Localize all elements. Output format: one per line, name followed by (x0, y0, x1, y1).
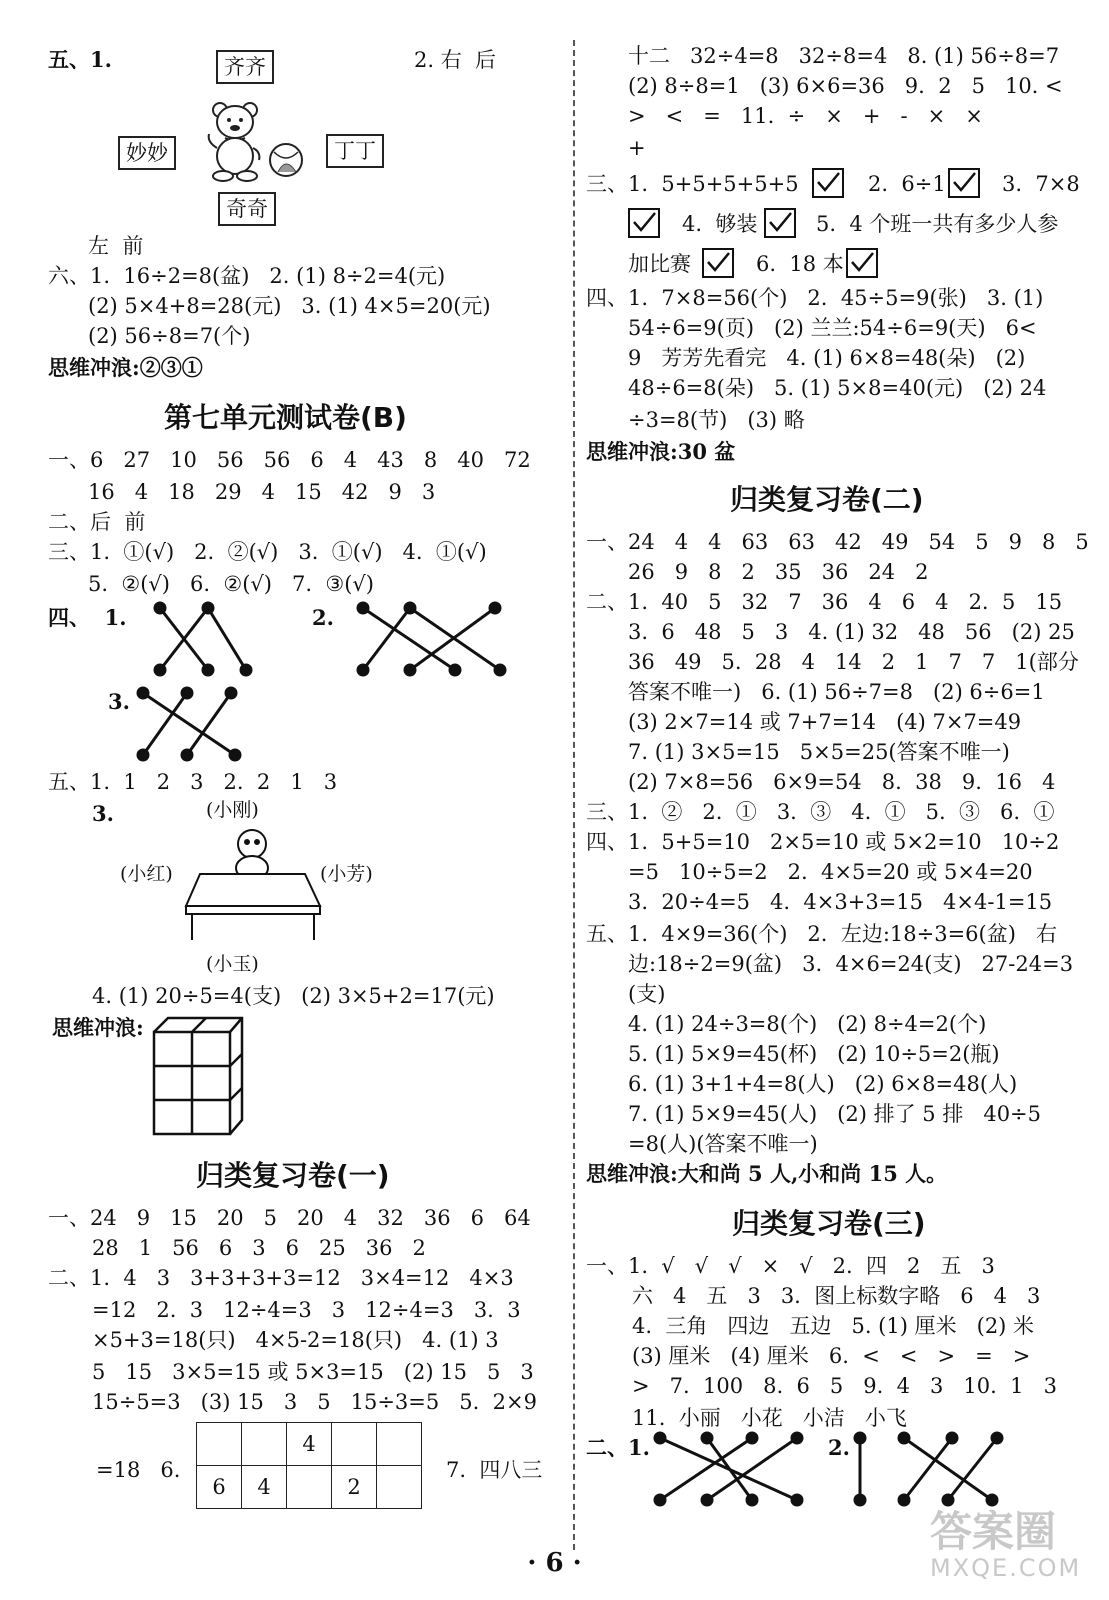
answer-line: 边:18÷2=9(盆) 3. 4×6=24(支) 27-24=3 (628, 952, 1074, 976)
answer-line: 7. (1) 5×9=45(人) (2) 排了 5 排 40÷5 (628, 1102, 1042, 1126)
grid-cell: 2 (332, 1466, 377, 1509)
answer-line: 36 49 5. 28 4 14 2 1 7 7 1(部分 (628, 650, 1079, 674)
matching-lines-5 (852, 1432, 1012, 1507)
watermark-url: MXQE.COM (930, 1554, 1082, 1582)
answer-line: 7. 四八三 (446, 1458, 543, 1482)
answer-line: =12 2. 3 12÷4=3 3 12÷4=3 3. 3 (92, 1298, 521, 1322)
section-heading: 归类复习卷(二) (730, 483, 924, 516)
answer-line: 三、1. ①(√) 2. ②(√) 3. ①(√) 4. ①(√) (48, 540, 487, 564)
answer-line: 5. 4 个班一共有多少人参 (816, 212, 1059, 236)
answer-line: 16 4 18 29 4 15 42 9 3 (88, 480, 436, 504)
answer-line: 二、1. 4 3 3+3+3+3=12 3×4=12 4×3 (48, 1266, 514, 1290)
answer-line: 左 前 (88, 234, 144, 258)
section-heading: 第七单元测试卷(B) (164, 401, 407, 434)
answer-line: 6. (1) 3+1+4=8(人) (2) 6×8=48(人) (628, 1072, 1018, 1096)
answer-line: (2) 8÷8=1 (3) 6×6=36 9. 2 5 10. < (628, 74, 1063, 98)
position-label: (小刚) (206, 799, 259, 821)
matching-lines-1 (150, 600, 250, 680)
bonus-answer: 思维冲浪:大和尚 5 人,小和尚 15 人。 (586, 1161, 948, 1186)
answer-line: =5 10÷5=2 2. 4×5=20 或 5×4=20 (628, 860, 1033, 884)
grid-row (197, 1466, 422, 1509)
bonus-answer: 思维冲浪: (52, 1015, 144, 1040)
grid-cell (242, 1423, 287, 1466)
grid-cell (377, 1466, 422, 1509)
answer-line: (2) 5×4+8=28(元) 3. (1) 4×5=20(元) (88, 294, 491, 318)
answer-line: 六、1. 16÷2=8(盆) 2. (1) 8÷2=4(元) (48, 264, 446, 288)
section-heading: 归类复习卷(三) (732, 1207, 926, 1240)
watermark-text: 答案圈 (930, 1507, 1057, 1556)
answer-line: (支) (628, 982, 666, 1006)
grid-row (197, 1423, 422, 1466)
watermark (930, 1507, 1100, 1590)
answer-line: 2. (828, 1435, 850, 1460)
answer-line: 3. (92, 801, 114, 826)
grid-cell (197, 1423, 242, 1466)
answer-line: 26 9 8 2 35 36 24 2 (628, 560, 929, 584)
monkey-table-icon (180, 824, 325, 944)
page-number: · 6 · (527, 1548, 582, 1578)
answer-line: 3. (108, 689, 130, 714)
answer-line: 一、24 4 4 63 63 42 49 54 5 9 8 5 (586, 530, 1089, 554)
answer-line: 3. 20÷4=5 4. 4×3+3=15 4×4-1=15 (628, 890, 1053, 914)
answer-line: 6. 18 本 (756, 252, 844, 276)
answer-line: 四、 1. (48, 605, 127, 630)
name-box: 丁丁 (326, 134, 384, 168)
name-box: 奇奇 (218, 192, 276, 226)
grid-cell (287, 1466, 332, 1509)
answer-line: + (628, 136, 646, 160)
answer-line: 答案不唯一) 6. (1) 56÷7=8 (2) 6÷6=1 (628, 680, 1045, 704)
answer-line: 3. 7×8 (1002, 172, 1080, 196)
section-heading: 归类复习卷(一) (196, 1159, 390, 1192)
name-box: 妙妙 (118, 136, 176, 170)
answer-line: 二、1. 40 5 32 7 36 4 6 4 2. 5 15 (586, 590, 1063, 614)
answer-line: 2. 6÷1 (868, 172, 946, 196)
answer-line: 4. (1) 24÷3=8(个) (2) 8÷4=2(个) (628, 1012, 987, 1036)
answer-line: 3. 6 48 5 3 4. (1) 32 48 56 (2) 25 (628, 620, 1075, 644)
checkbox-checked-icon (628, 208, 660, 238)
answer-line: 2. 右 后 (414, 48, 497, 72)
answer-line: (3) 厘米 (4) 厘米 6. < < > = > (632, 1344, 1031, 1368)
grid-cell (377, 1423, 422, 1466)
checkbox-checked-icon (846, 248, 878, 278)
answer-line: ×5+3=18(只) 4×5-2=18(只) 4. (1) 3 (92, 1328, 499, 1352)
matching-lines-2 (355, 600, 505, 680)
answer-line: ÷3=8(节) (3) 略 (628, 408, 805, 432)
answer-line: 四、1. 7×8=56(个) 2. 45÷5=9(张) 3. (1) (586, 286, 1044, 310)
position-label: (小玉) (206, 953, 259, 975)
answer-line: (3) 2×7=14 或 7+7=14 (4) 7×7=49 (628, 710, 1022, 734)
cube-stack-icon (150, 1014, 245, 1139)
answer-line: 一、24 9 15 20 5 20 4 32 36 6 64 (48, 1206, 531, 1230)
right-column (572, 0, 1109, 1560)
answer-line: 一、6 27 10 56 56 6 4 43 8 40 72 (48, 448, 531, 472)
answer-line: =18 6. (96, 1458, 181, 1482)
answer-line: 5 15 3×5=15 或 5×3=15 (2) 15 5 3 (92, 1360, 534, 1384)
answer-line: =8(人)(答案不唯一) (628, 1132, 818, 1156)
answer-line: (2) 56÷8=7(个) (88, 324, 251, 348)
bonus-answer: 思维冲浪:30 盆 (586, 439, 736, 464)
answer-line: 五、1. 4×9=36(个) 2. 左边:18÷3=6(盆) 右 (586, 922, 1057, 946)
answer-line: 四、1. 5+5=10 2×5=10 或 5×2=10 10÷2 (586, 830, 1060, 854)
checkbox-checked-icon (702, 248, 734, 278)
bonus-answer: 思维冲浪:②③① (48, 355, 203, 380)
answer-line: 二、1. (586, 1435, 650, 1460)
answer-line: 五、1. 1 2 3 2. 2 1 3 (48, 770, 338, 794)
answer-line: (2) 7×8=56 6×9=54 8. 38 9. 16 4 (628, 770, 1056, 794)
checkbox-checked-icon (948, 168, 980, 198)
answer-line: > < = 11. ÷ × + - × × (628, 104, 983, 128)
answer-line: 2. (312, 605, 334, 630)
grid-cell (332, 1423, 377, 1466)
answer-line: 十二 32÷4=8 32÷8=4 8. (1) 56÷8=7 (628, 44, 1060, 68)
grid-cell: 4 (287, 1423, 332, 1466)
answer-line: 5. ②(√) 6. ②(√) 7. ③(√) (88, 572, 374, 596)
answer-line: 54÷6=9(页) (2) 兰兰:54÷6=9(天) 6< (628, 316, 1037, 340)
answer-line: 三、1. ② 2. ① 3. ③ 4. ① 5. ③ 6. ① (586, 800, 1055, 824)
answer-line: 一、1. √ √ √ × √ 2. 四 2 五 3 (586, 1254, 995, 1278)
checkbox-checked-icon (812, 168, 844, 198)
answer-line: 15÷5=3 (3) 15 3 5 15÷3=5 5. 2×9 (92, 1390, 537, 1414)
checkbox-checked-icon (764, 208, 796, 238)
ball-icon (268, 142, 304, 178)
answer-line: 4. 三角 四边 五边 5. (1) 厘米 (2) 米 (632, 1314, 1035, 1338)
answer-line: 9 芳芳先看完 4. (1) 6×8=48(朵) (2) (628, 346, 1026, 370)
answer-line: 三、1. 5+5+5+5+5 (586, 172, 799, 196)
answer-line: > 7. 100 8. 6 5 9. 4 3 10. 1 3 (632, 1374, 1057, 1398)
answer-line: 28 1 56 6 3 6 25 36 2 (92, 1236, 426, 1260)
answer-line: 二、后 前 (48, 510, 146, 534)
grid-cell: 4 (242, 1466, 287, 1509)
matching-lines-4 (652, 1432, 812, 1507)
answer-line: 5. (1) 5×9=45(杯) (2) 10÷5=2(瓶) (628, 1042, 1000, 1066)
answer-line: 7. (1) 3×5=15 5×5=25(答案不唯一) (628, 740, 1010, 764)
position-label: (小芳) (320, 863, 373, 885)
grid-cell: 6 (197, 1466, 242, 1509)
answer-line: 4. (1) 20÷5=4(支) (2) 3×5+2=17(元) (92, 984, 495, 1008)
answer-line: 11. 小丽 小花 小洁 小飞 (632, 1406, 907, 1430)
number-grid (196, 1422, 422, 1509)
matching-lines-3 (135, 685, 245, 765)
answer-line: 48÷6=8(朵) 5. (1) 5×8=40(元) (2) 24 (628, 376, 1047, 400)
name-box: 齐齐 (216, 50, 274, 84)
answer-line: 六 4 五 3 3. 图上标数字略 6 4 3 (632, 1284, 1041, 1308)
position-label: (小红) (120, 863, 173, 885)
section-label: 五、1. (48, 47, 112, 72)
answer-line: 加比赛 (628, 252, 691, 276)
answer-line: 4. 够装 (682, 212, 758, 236)
